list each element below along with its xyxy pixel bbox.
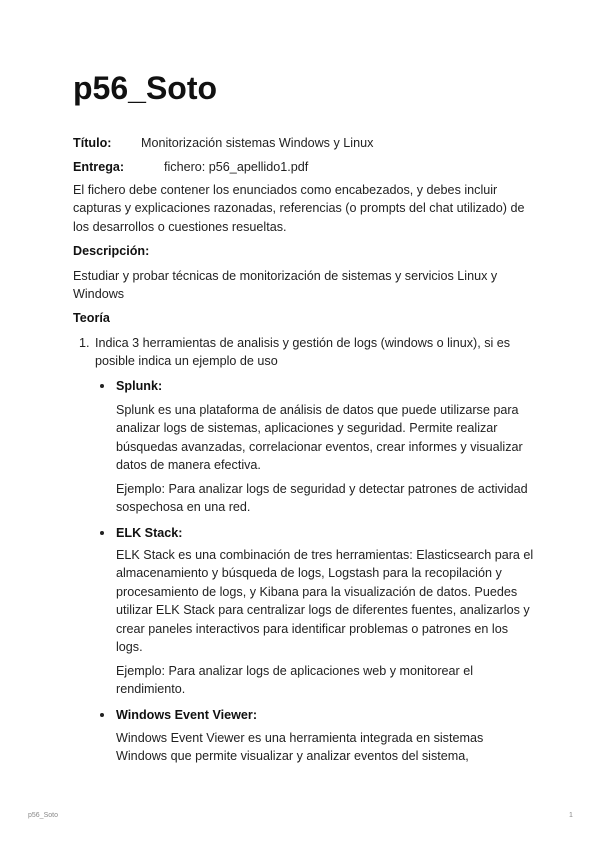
bullet-icon xyxy=(100,531,104,535)
intro-paragraph: El fichero debe contener los enunciados como encabezados, y debes incluir capturas y explicaciones razonadas, referencias (o prompts del chat utilizado) de los desarrollos o cuestiones resueltas. xyxy=(73,183,525,234)
titulo-row xyxy=(73,134,374,152)
entrega-value: fichero: p56_apellido1.pdf xyxy=(164,160,309,174)
tool-name-splunk: Splunk: xyxy=(116,379,163,393)
tool-example-elk: Ejemplo: Para analizar logs de aplicaciones web y monitorear el rendimiento. xyxy=(116,664,474,697)
tool-desc-elk: ELK Stack es una combinación de tres herramientas: Elasticsearch para el almacenamiento y búsqueda de logs, Logstash para la recopilación y procesamiento de logs, y Kibana para la visualización de datos. Puedes utilizar ELK Stack para centralizar logs de diferentes fuentes, analizarlos y crear paneles interactivos para identificar problemas o patrones en los logs. xyxy=(116,548,534,655)
tool-desc-splunk: Splunk es una plataforma de análisis de datos que puede utilizarse para analizar logs de sistemas, aplicaciones y seguridad. Permite realizar búsquedas avanzadas, correlacionar eventos, crear informes y visualizar datos de manera efectiva. xyxy=(116,403,523,473)
page-title: p56_Soto xyxy=(73,70,218,106)
list-number: 1. xyxy=(79,336,90,350)
bullet-icon xyxy=(100,384,104,388)
tool-desc-event-viewer: Windows Event Viewer es una herramienta integrada en sistemas Windows que permite visualizar y analizar eventos del sistema, xyxy=(116,731,484,764)
entrega-label: Entrega: xyxy=(73,160,125,174)
bullet-icon xyxy=(100,713,104,717)
teoria-heading: Teoría xyxy=(73,311,110,325)
titulo-label: Título: xyxy=(73,136,112,150)
list-item-text: Indica 3 herramientas de analisis y gestión de logs (windows o linux), si es posible indica un ejemplo de uso xyxy=(95,336,511,369)
tool-example-splunk: Ejemplo: Para analizar logs de seguridad y detectar patrones de actividad sospechosa en una red. xyxy=(116,482,528,515)
footer-page-number: 1 xyxy=(569,812,573,819)
tool-name-elk: ELK Stack: xyxy=(116,526,183,540)
descripcion-paragraph: Estudiar y probar técnicas de monitorización de sistemas y servicios Linux y Windows xyxy=(73,269,498,302)
tool-name-event-viewer: Windows Event Viewer: xyxy=(116,708,258,722)
descripcion-heading: Descripción: xyxy=(73,244,150,258)
footer-left: p56_Soto xyxy=(28,812,58,819)
entrega-row xyxy=(73,158,309,176)
titulo-value: Monitorización sistemas Windows y Linux xyxy=(141,136,374,150)
